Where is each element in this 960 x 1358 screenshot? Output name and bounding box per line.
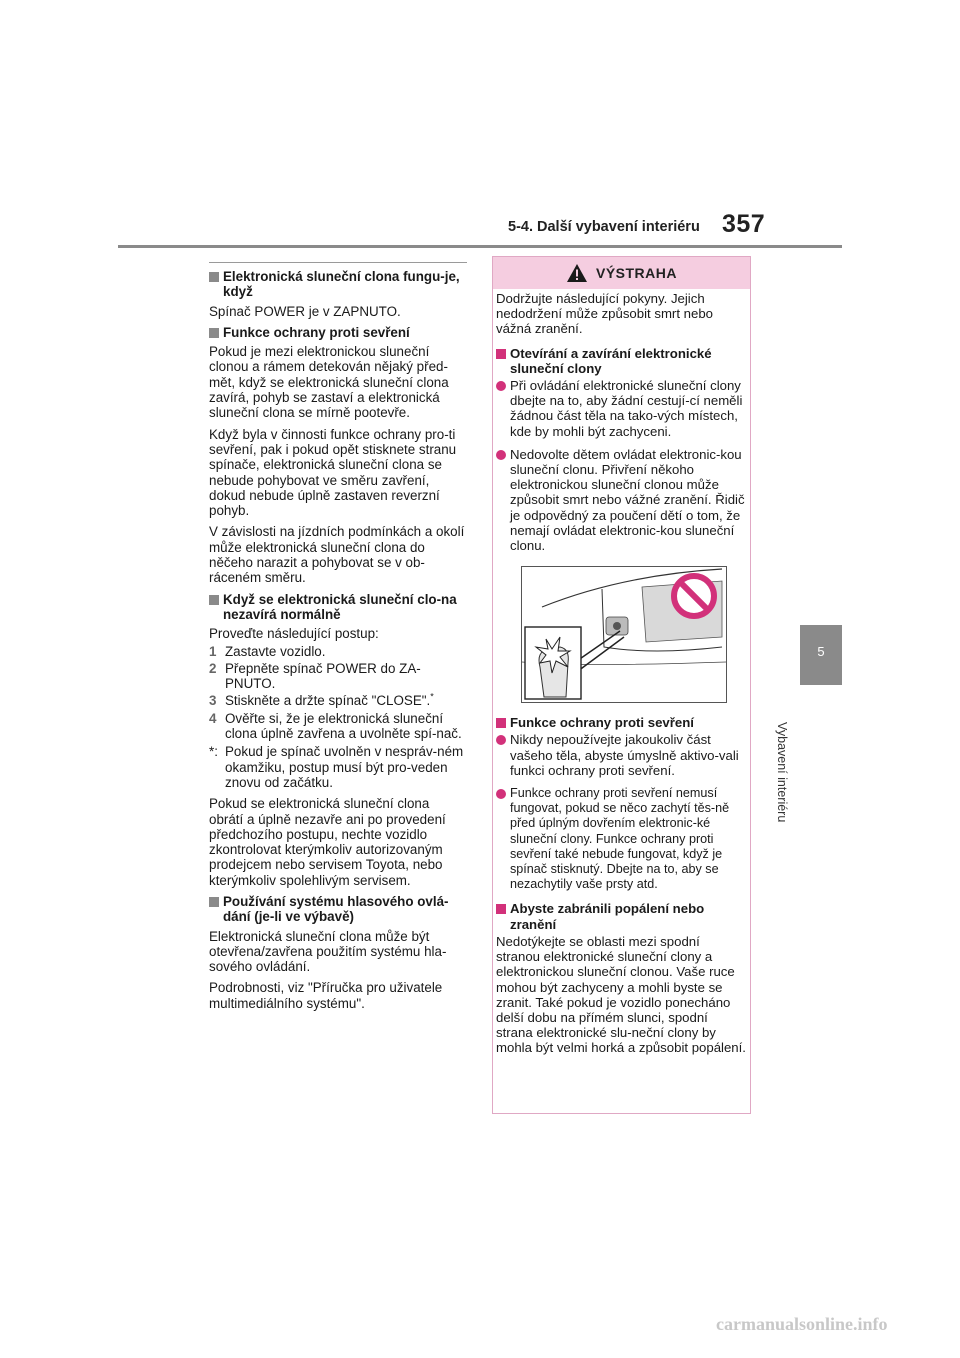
warning-bullet: Funkce ochrany proti sevření nemusí fungovat, pokud se něco zachytí těs-ně před úplným dovřením elektronic-ké sluneční clony. Funkce ochrany proti sevření také nebude fungovat, když je spínač stisknutý. Dbejte na to, aby se nezachytily vaše prsty atd.: [496, 786, 746, 892]
header-rule: [118, 245, 842, 248]
warning-header: [493, 257, 750, 289]
square-bullet-icon: [496, 349, 506, 359]
warning-intro: Dodržujte následující pokyny. Jejich nedodržení může způsobit smrt nebo vážná zranění.: [496, 291, 713, 337]
column-rule: [209, 262, 467, 263]
paragraph: Když byla v činnosti funkce ochrany pro-ti sevření, pak i pokud opět stisknete stranu spínače, elektronická sluneční clona se nebude pohybovat ve směru zavření, dokud nebude úplně zastaven reverzní pohyb.: [209, 426, 457, 519]
prohibited-icon: [670, 572, 718, 620]
paragraph: Elektronická sluneční clona může být otevřena/zavřena použitím systému hla-sového ovládání.: [209, 928, 447, 975]
paragraph: Proveďte následující postup:: [209, 626, 379, 642]
procedure-step: 3 Stiskněte a držte spínač "CLOSE".*: [209, 691, 434, 709]
warning-bullet: Nedovolte dětem ovládat elektronic-kou sluneční clonu. Přivření někoho elektronickou sluneční clonou může způsobit smrt nebo vážné zranění. Řidič je odpovědný za poučení dětí o tom, že nemají ovládat elektronic-kou sluneční clonu.: [496, 447, 746, 553]
section-heading: Používání systému hlasového ovlá-dání (je-li ve výbavě): [209, 894, 467, 925]
square-bullet-icon: [209, 328, 219, 338]
procedure-step: 1 Zastavte vozidlo.: [209, 643, 326, 659]
warning-heading: Funkce ochrany proti sevření: [496, 715, 746, 730]
procedure-step: 4 Ověřte si, že je elektronická sluneční clona úplně zavřena a uvolněte spí-nač.: [209, 710, 462, 742]
footnote: *: Pokud je spínač uvolněn v nespráv-ném okamžiku, postup musí být pro-veden znovu od začátku.: [209, 744, 464, 790]
warning-title: VÝSTRAHA: [595, 265, 677, 281]
procedure-step: 2 Přepněte spínač POWER do ZA-PNUTO.: [209, 660, 421, 692]
paragraph: Podrobnosti, viz "Příručka pro uživatele multimediálního systému".: [209, 980, 443, 1011]
round-bullet-icon: [496, 789, 506, 799]
warning-triangle-icon: [566, 263, 588, 283]
warning-heading: Otevírání a zavírání elektronické sluneční clony: [496, 346, 746, 376]
square-bullet-icon: [209, 595, 219, 605]
paragraph: V závislosti na jízdních podmínkách a okolí může elektronická sluneční clona do něčeho narazit a pohybovat se v ob-ráceném směru.: [209, 524, 465, 586]
chapter-tab: 5: [800, 625, 842, 685]
square-bullet-icon: [496, 904, 506, 914]
warning-bullet: Nikdy nepoužívejte jakoukoliv část vašeho těla, abyste úmyslně aktivo-vali funkci ochrany proti sevření.: [496, 732, 746, 778]
left-column: [209, 262, 467, 1011]
warning-bullet: Při ovládání elektronické sluneční clony dbejte na to, aby žádní cestují-cí neměli žádnou část těla na tako-vých místech, kde by mohli být zachyceni.: [496, 378, 746, 439]
square-bullet-icon: [496, 718, 506, 728]
section-heading: Elektronická sluneční clona fungu-je, když: [209, 269, 467, 300]
round-bullet-icon: [496, 735, 506, 745]
watermark: carmanualsonline.info: [716, 1314, 888, 1334]
square-bullet-icon: [209, 272, 219, 282]
section-heading: Když se elektronická sluneční clo-na nezavírá normálně: [209, 592, 467, 623]
paragraph: Spínač POWER je v ZAPNUTO.: [209, 303, 401, 319]
round-bullet-icon: [496, 381, 506, 391]
square-bullet-icon: [209, 897, 219, 907]
round-bullet-icon: [496, 450, 506, 460]
paragraph: Pokud se elektronická sluneční clona obrátí a úplně nezavře ani po provedení předchozího postupu, nechte vozidlo zkontrolovat kterýmkoliv autorizovaným prodejcem nebo servisem Toyota, nebo kterýmkoliv spolehlivým servisem.: [209, 796, 446, 888]
warning-box: [492, 256, 751, 1114]
warning-heading: Abyste zabránili popálení nebo zranění: [496, 901, 746, 931]
paragraph: Pokud je mezi elektronickou sluneční clonou a rámem detekován nějaký před-mět, když se elektronická sluneční clona zavírá, pohyb se zastaví a elektronická sluneční clona se mírně pootevře.: [209, 344, 449, 421]
section-title: 5-4. Další vybavení interiéru: [508, 219, 700, 235]
chapter-label: Vybavení interiéru: [775, 722, 789, 823]
page-number: 357: [722, 210, 766, 238]
warning-paragraph: Nedotýkejte se oblasti mezi spodní stranou elektronické sluneční clony a elektronickou sluneční clonou. Vaše ruce mohou být zachyceny a mohli byste se zranit. Také pokud je vozidlo ponecháno delší dobu na přímém slunci, spodní strana elektronické slu-neční clony by mohla být velmi horká a způsobit popálení.: [496, 933, 746, 1056]
sunshade-pinch-illustration: [521, 566, 727, 703]
section-heading: Funkce ochrany proti sevření: [209, 325, 467, 340]
